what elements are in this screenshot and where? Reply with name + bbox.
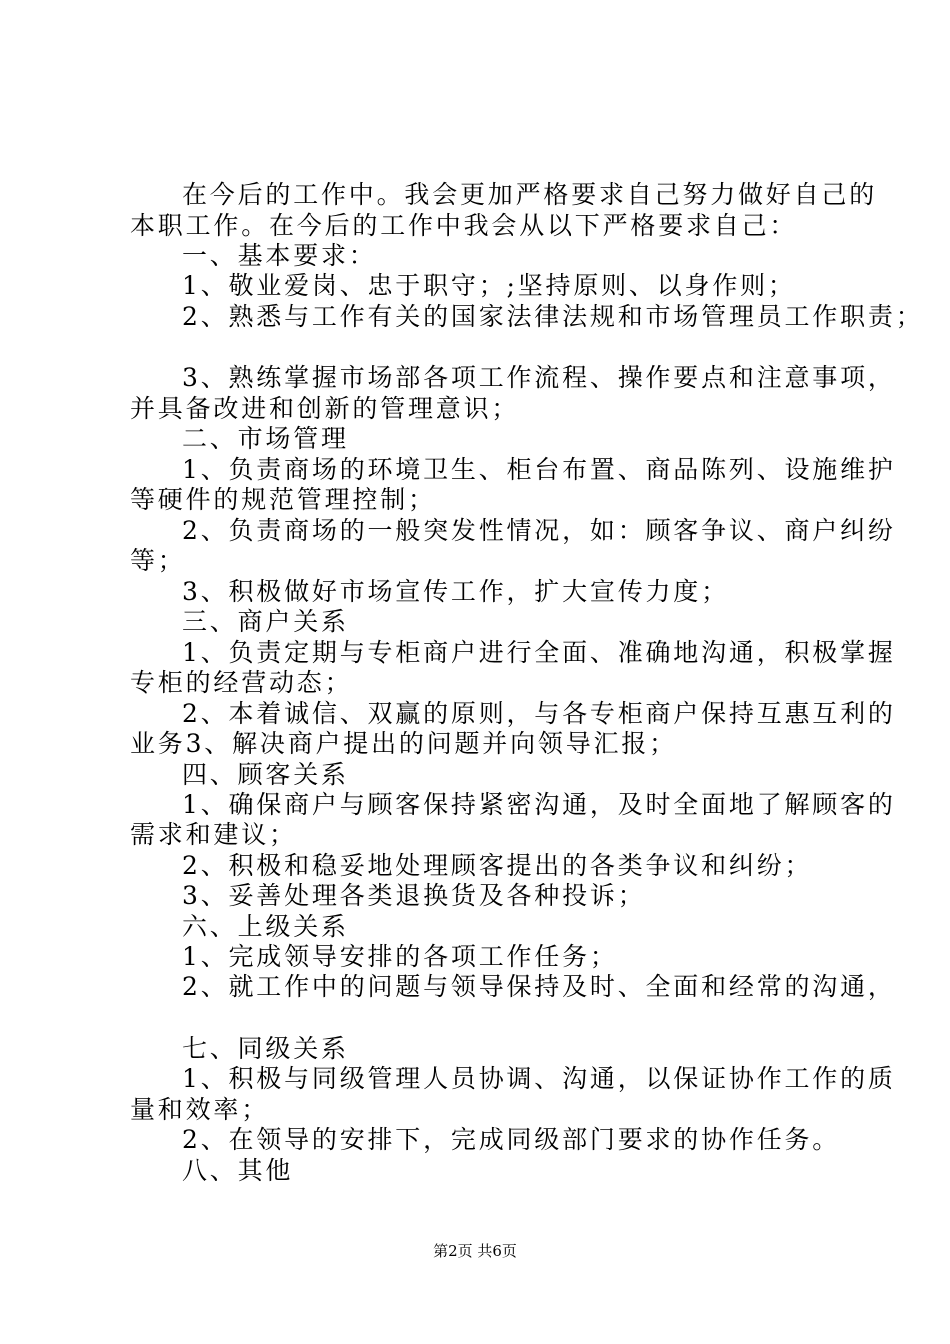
list-item-continuation: 需求和建议； xyxy=(130,820,297,849)
list-item: 2、负责商场的一般突发性情况，如：顾客争议、商户纠纷 xyxy=(182,516,896,545)
list-item: 3、熟练掌握市场部各项工作流程、操作要点和注意事项， xyxy=(182,363,896,392)
section-heading: 六、上级关系 xyxy=(182,912,349,941)
list-item-continuation: 等硬件的规范管理控制； xyxy=(130,485,436,514)
list-item: 1、积极与同级管理人员协调、沟通，以保证协作工作的质 xyxy=(182,1064,896,1093)
list-item-continuation: 业务3、解决商户提出的问题并向领导汇报； xyxy=(130,729,677,758)
list-item: 1、负责定期与专柜商户进行全面、准确地沟通，积极掌握 xyxy=(182,638,896,667)
paragraph-line: 在今后的工作中。我会更加严格要求自己努力做好自己的 xyxy=(182,180,878,209)
list-item-continuation: 并具备改进和创新的管理意识； xyxy=(130,394,520,423)
list-item: 1、敬业爱岗、忠于职守；;坚持原则、以身作则； xyxy=(182,271,796,300)
section-heading: 一、基本要求： xyxy=(182,241,377,270)
list-item: 2、本着诚信、双赢的原则，与各专柜商户保持互惠互利的 xyxy=(182,699,896,728)
list-item: 2、积极和稳妥地处理顾客提出的各类争议和纠纷； xyxy=(182,851,813,880)
paragraph-line: 本职工作。在今后的工作中我会从以下严格要求自己： xyxy=(130,211,798,240)
list-item: 1、负责商场的环境卫生、柜台布置、商品陈列、设施维护 xyxy=(182,455,896,484)
section-heading: 三、商户关系 xyxy=(182,607,349,636)
list-item: 1、确保商户与顾客保持紧密沟通，及时全面地了解顾客的 xyxy=(182,790,896,819)
section-heading: 八、其他 xyxy=(182,1156,294,1185)
list-item: 2、就工作中的问题与领导保持及时、全面和经常的沟通， xyxy=(182,972,896,1001)
list-item: 2、熟悉与工作有关的国家法律法规和市场管理员工作职责； xyxy=(182,302,924,331)
list-item: 1、完成领导安排的各项工作任务； xyxy=(182,942,618,971)
list-item-continuation: 专柜的经营动态； xyxy=(130,668,353,697)
list-item-continuation: 等； xyxy=(130,546,186,575)
list-item: 3、积极做好市场宣传工作，扩大宣传力度； xyxy=(182,577,729,606)
list-item: 2、在领导的安排下，完成同级部门要求的协作任务。 xyxy=(182,1125,841,1154)
section-heading: 二、市场管理 xyxy=(182,424,349,453)
list-item-continuation: 量和效率； xyxy=(130,1095,270,1124)
section-heading: 四、顾客关系 xyxy=(182,760,349,789)
section-heading: 七、同级关系 xyxy=(182,1034,349,1063)
page-number-footer: 第2页 共6页 xyxy=(433,1242,517,1260)
list-item: 3、妥善处理各类退换货及各种投诉； xyxy=(182,881,646,910)
